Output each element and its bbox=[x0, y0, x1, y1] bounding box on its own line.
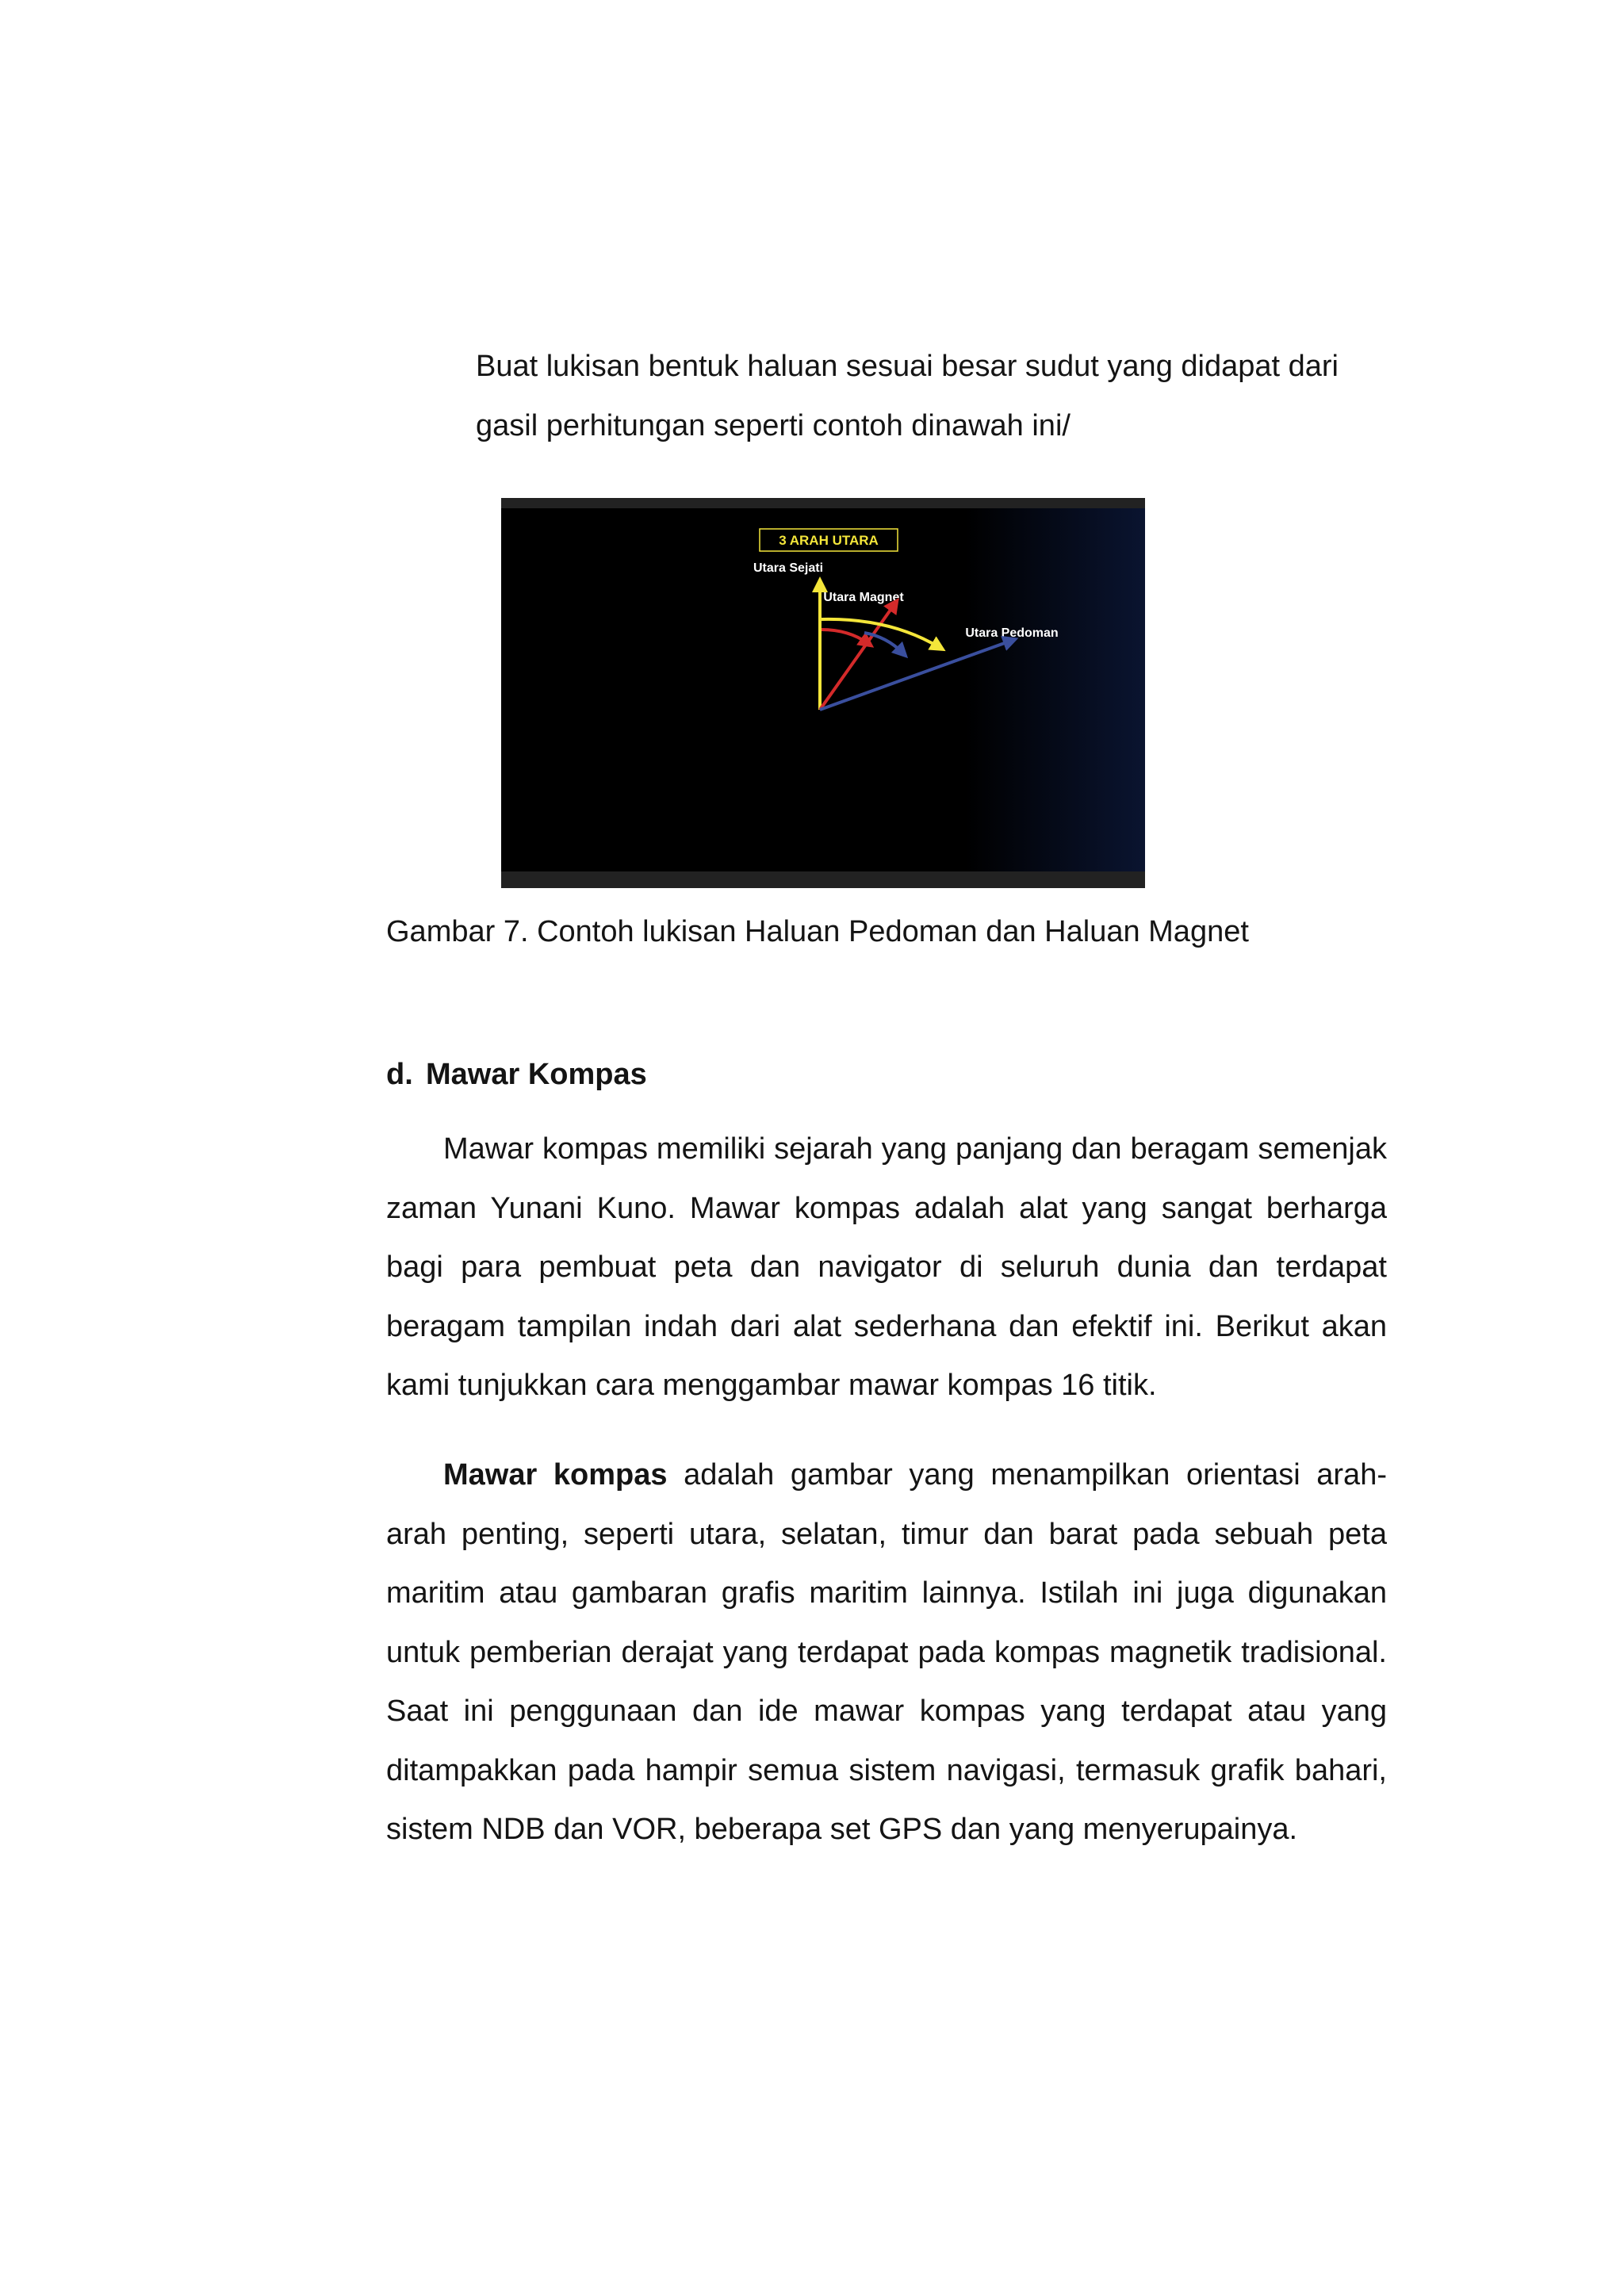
figure-title: 3 ARAH UTARA bbox=[779, 533, 879, 548]
figure-caption: Gambar 7. Contoh lukisan Haluan Pedoman dan Haluan Magnet bbox=[386, 915, 1249, 948]
paragraph-1: Mawar kompas memiliki sejarah yang panjang dan beragam semenjak zaman Yunani Kuno. Mawar kompas adalah alat yang sangat berharga bagi para pembuat peta dan navigator di seluruh dunia dan terdapat beragam tampilan indah dari alat sederhana dan efektif ini. Berikut akan kami tunjukkan cara menggambar mawar kompas 16 titik. bbox=[386, 1132, 1387, 1402]
intro-line-2: gasil perhitungan seperti contoh dinawah ini/ bbox=[476, 409, 1071, 442]
section-title: Mawar Kompas bbox=[426, 1058, 647, 1091]
label-true-north: Utara Sejati bbox=[753, 561, 824, 575]
label-compass-north: Utara Pedoman bbox=[965, 626, 1059, 640]
paragraph-2 bbox=[386, 1446, 1387, 1859]
paragraph-2-bold-lead: Mawar kompas bbox=[443, 1458, 668, 1492]
three-north-diagram bbox=[501, 508, 1145, 871]
section-number: d. bbox=[386, 1058, 413, 1091]
label-magnetic-north: Utara Magnet bbox=[823, 591, 904, 604]
three-north-figure bbox=[501, 498, 1145, 888]
paragraph-2-body: adalah gambar yang menampilkan orientasi arah-arah penting, seperti utara, selatan, timur dan barat pada sebuah peta maritim atau gambaran grafis maritim lainnya. Istilah ini juga digunakan untuk pemberian derajat yang terdapat pada kompas magnetik tradisional. Saat ini penggunaan dan ide mawar kompas yang terdapat atau yang ditampakkan pada hampir semua sistem navigasi, termasuk grafik bahari, sistem NDB dan VOR, beberapa set GPS dan yang menyerupainya. bbox=[386, 1458, 1387, 1846]
intro-line-1: Buat lukisan bentuk haluan sesuai besar sudut yang didapat dari bbox=[476, 350, 1339, 383]
section-heading bbox=[386, 1055, 647, 1094]
intro-text bbox=[476, 337, 1411, 456]
